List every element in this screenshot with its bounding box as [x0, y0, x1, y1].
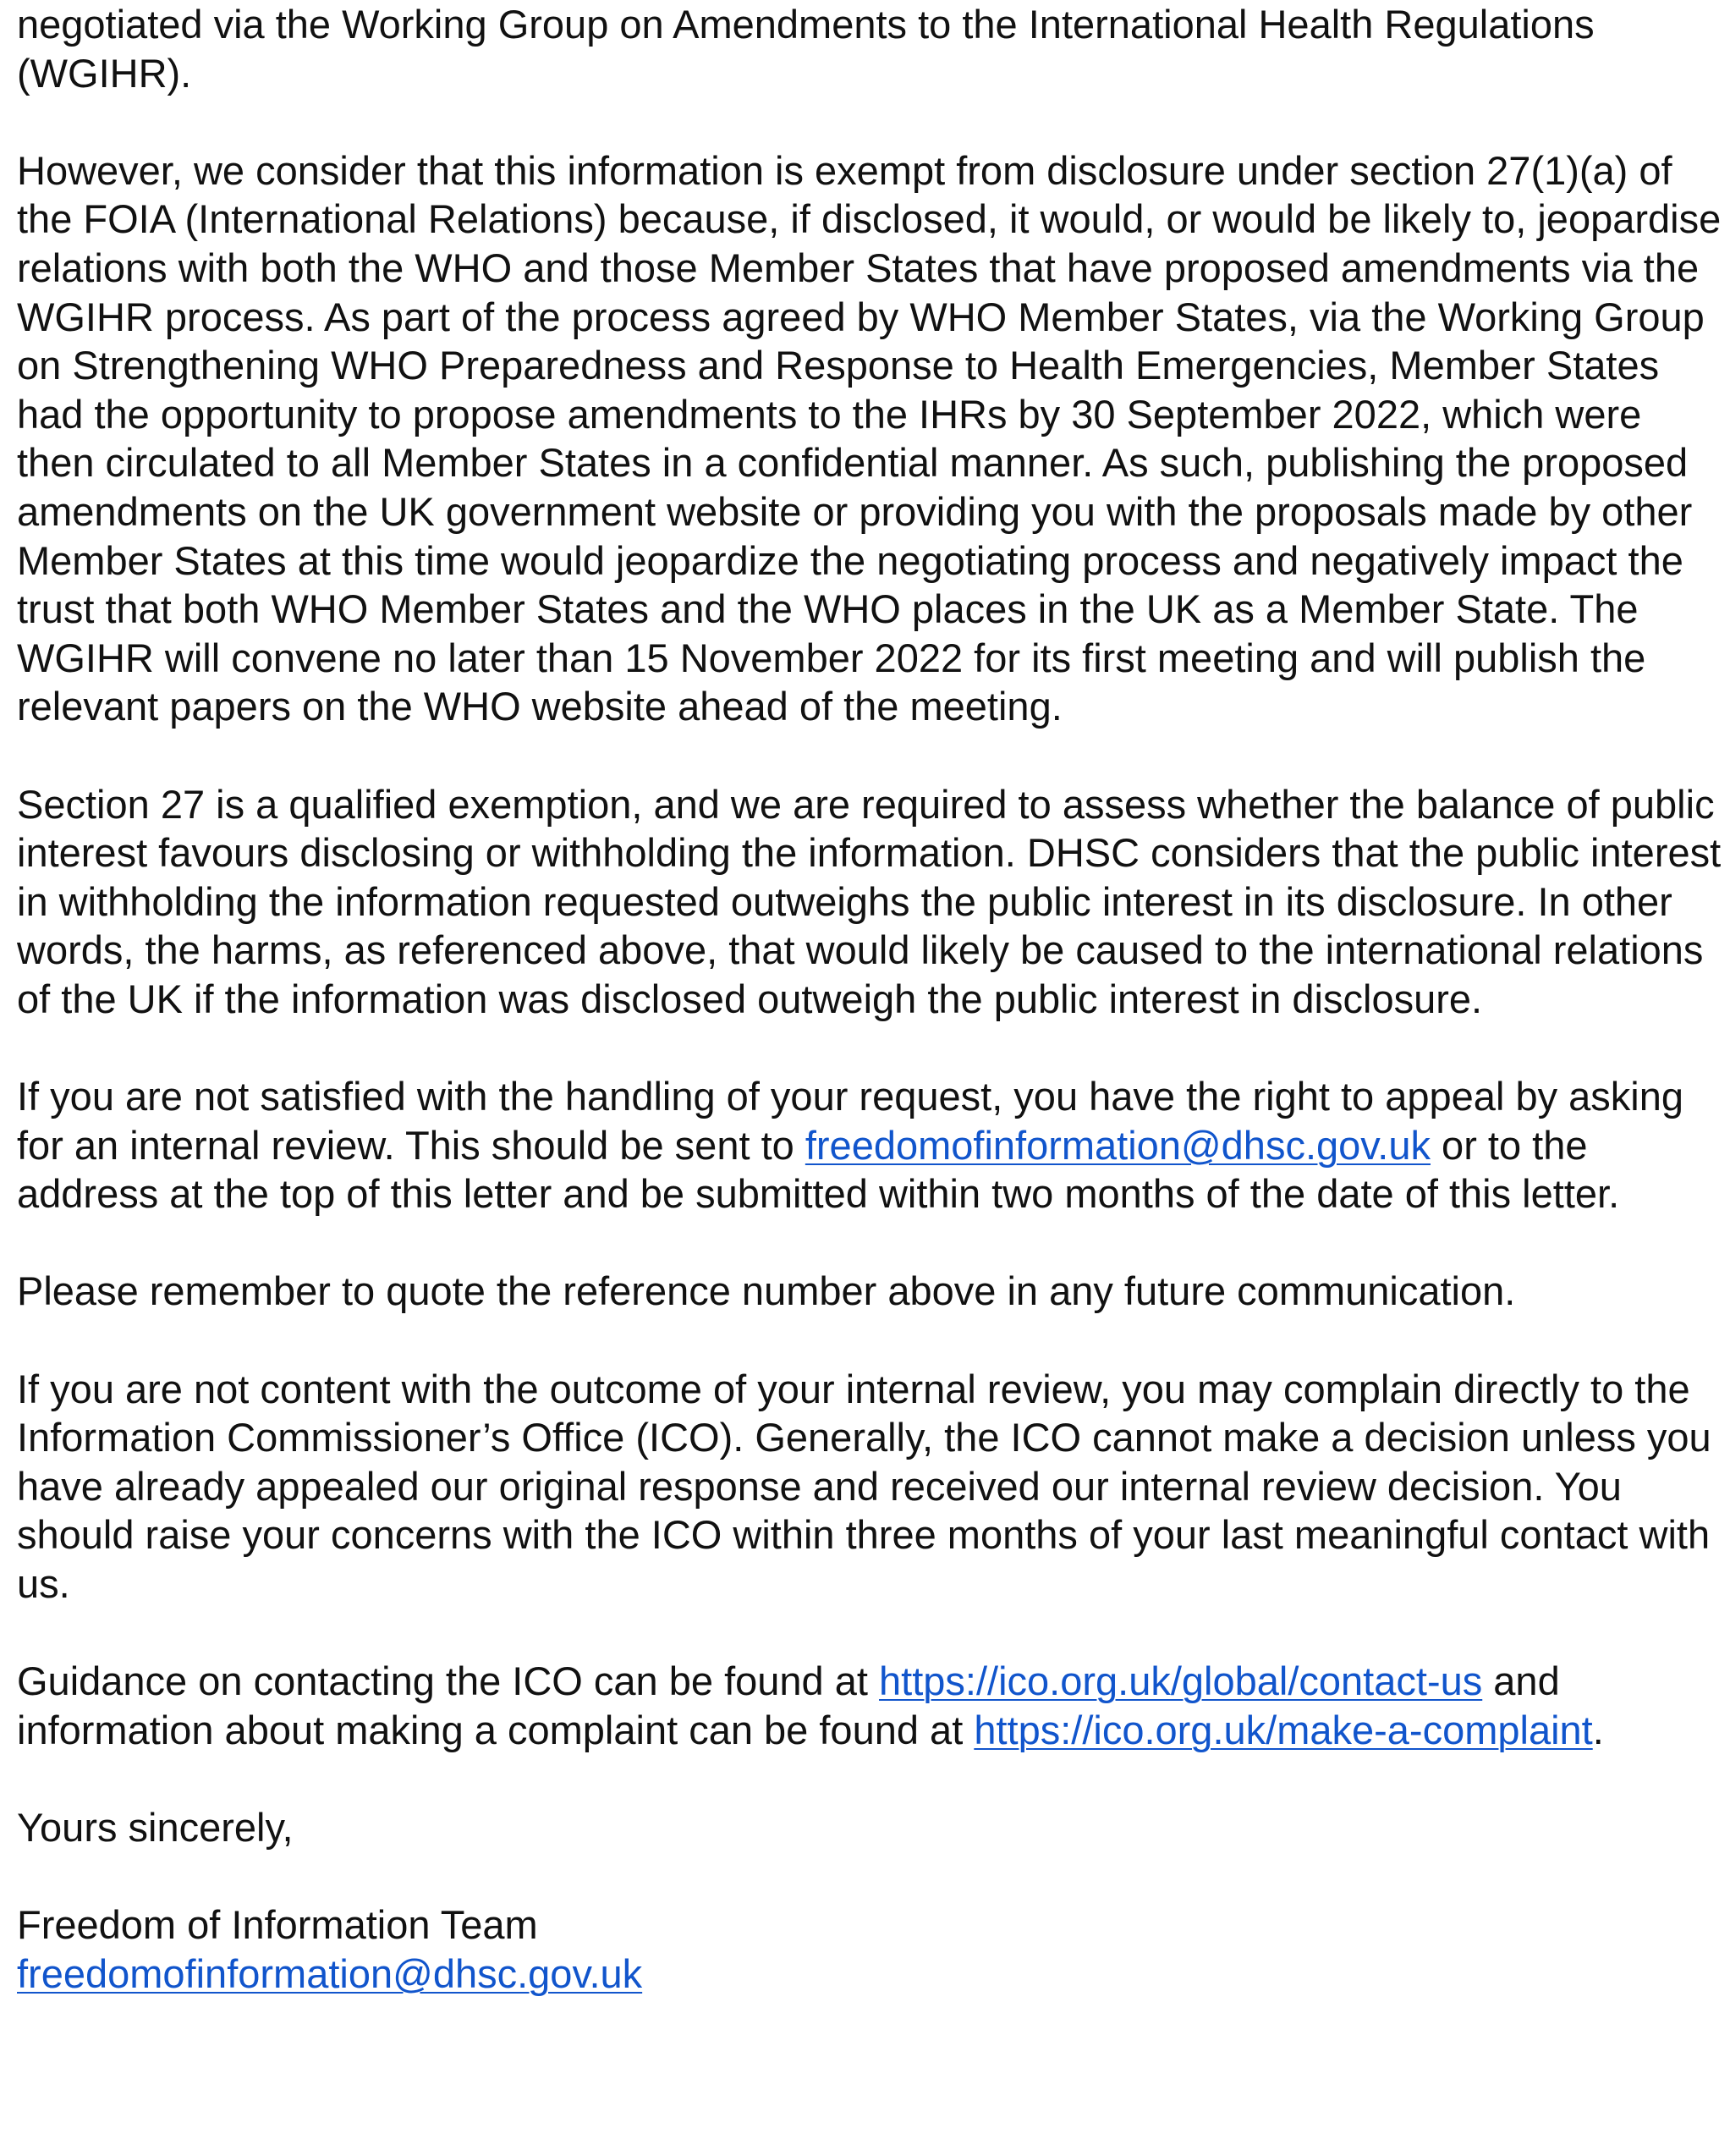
paragraph-spacer [17, 1852, 1726, 1901]
letter-body [17, 0, 1726, 1998]
paragraph-spacer [17, 1023, 1726, 1072]
foi-email-link[interactable]: freedomofinformation@dhsc.gov.uk [805, 1122, 1431, 1168]
paragraph-spacer [17, 1609, 1726, 1658]
closing-salutation: Yours sincerely, [17, 1804, 294, 1850]
paragraph-spacer [17, 731, 1726, 780]
paragraph-wgihr-negotiation: negotiated via the Working Group on Amendments to the International Health Regulations (WGIHR). [17, 2, 1595, 96]
paragraph-spacer [17, 1754, 1726, 1803]
ico-guidance-text-end: . [1592, 1707, 1604, 1752]
paragraph-public-interest: Section 27 is a qualified exemption, and we are required to assess whether the balance of public interest favours disclosing or withholding the information. DHSC considers that the public interest in withholding the information requested outweighs the public interest in its disclosure. In other words, the harms, as referenced above, that would likely be caused to the international relations of the UK if the information was disclosed outweigh the public interest in disclosure. [17, 781, 1722, 1021]
paragraph-internal-review [17, 1072, 1726, 1218]
signature-email-link[interactable]: freedomofinformation@dhsc.gov.uk [17, 1950, 643, 1996]
paragraph-exemption-section-27: However, we consider that this information is exempt from disclosure under section 27(1)(a) of the FOIA (International Relations) because, if disclosed, it would, or would be likely to, jeopardise relations with both the WHO and those Member States that have proposed amendments via the WGIHR process. As part of the process agreed by WHO Member States, via the Working Group on Strengthening WHO Preparedness and Response to Health Emergencies, Member States had the opportunity to propose amendments to the IHRs by 30 September 2022, which were then circulated to all Member States in a confidential manner. As such, publishing the proposed amendments on the UK government website or providing you with the proposals made by other Member States at this time would jeopardize the negotiating process and negatively impact the trust that both WHO Member States and the WHO places in the UK as a Member State. The WGIHR will convene no later than 15 November 2022 for its first meeting and will publish the relevant papers on the WHO website ahead of the meeting. [17, 147, 1722, 729]
paragraph-ico-guidance [17, 1657, 1726, 1754]
paragraph-spacer [17, 97, 1726, 146]
internal-review-text-end: or to the address at the top of this letter and be submitted within two months of the date of this letter. [17, 1122, 1620, 1217]
paragraph-reference-reminder: Please remember to quote the reference number above in any future communication. [17, 1268, 1516, 1314]
ico-contact-us-link[interactable]: https://ico.org.uk/global/contact-us [879, 1658, 1483, 1704]
paragraph-spacer [17, 1316, 1726, 1365]
ico-guidance-text-start: Guidance on contacting the ICO can be found at [17, 1658, 880, 1704]
ico-make-complaint-link[interactable]: https://ico.org.uk/make-a-complaint [974, 1707, 1593, 1752]
signature-team-name: Freedom of Information Team [17, 1902, 538, 1948]
signature-email-line [17, 1950, 1726, 1999]
paragraph-spacer [17, 1218, 1726, 1268]
paragraph-ico-complaint: If you are not content with the outcome of your internal review, you may complain directly to the Information Commissioner’s Office (ICO). Generally, the ICO cannot make a decision unless you have already appealed our original response and received our internal review decision. You should raise your concerns with the ICO within three months of your last meaningful contact with us. [17, 1366, 1711, 1606]
internal-review-text-start: If you are not satisfied with the handling of your request, you have the right to appeal by asking for an internal review. This should be sent to [17, 1074, 1684, 1168]
ico-guidance-text-middle: and information about making a complaint can be found at [17, 1658, 1560, 1752]
